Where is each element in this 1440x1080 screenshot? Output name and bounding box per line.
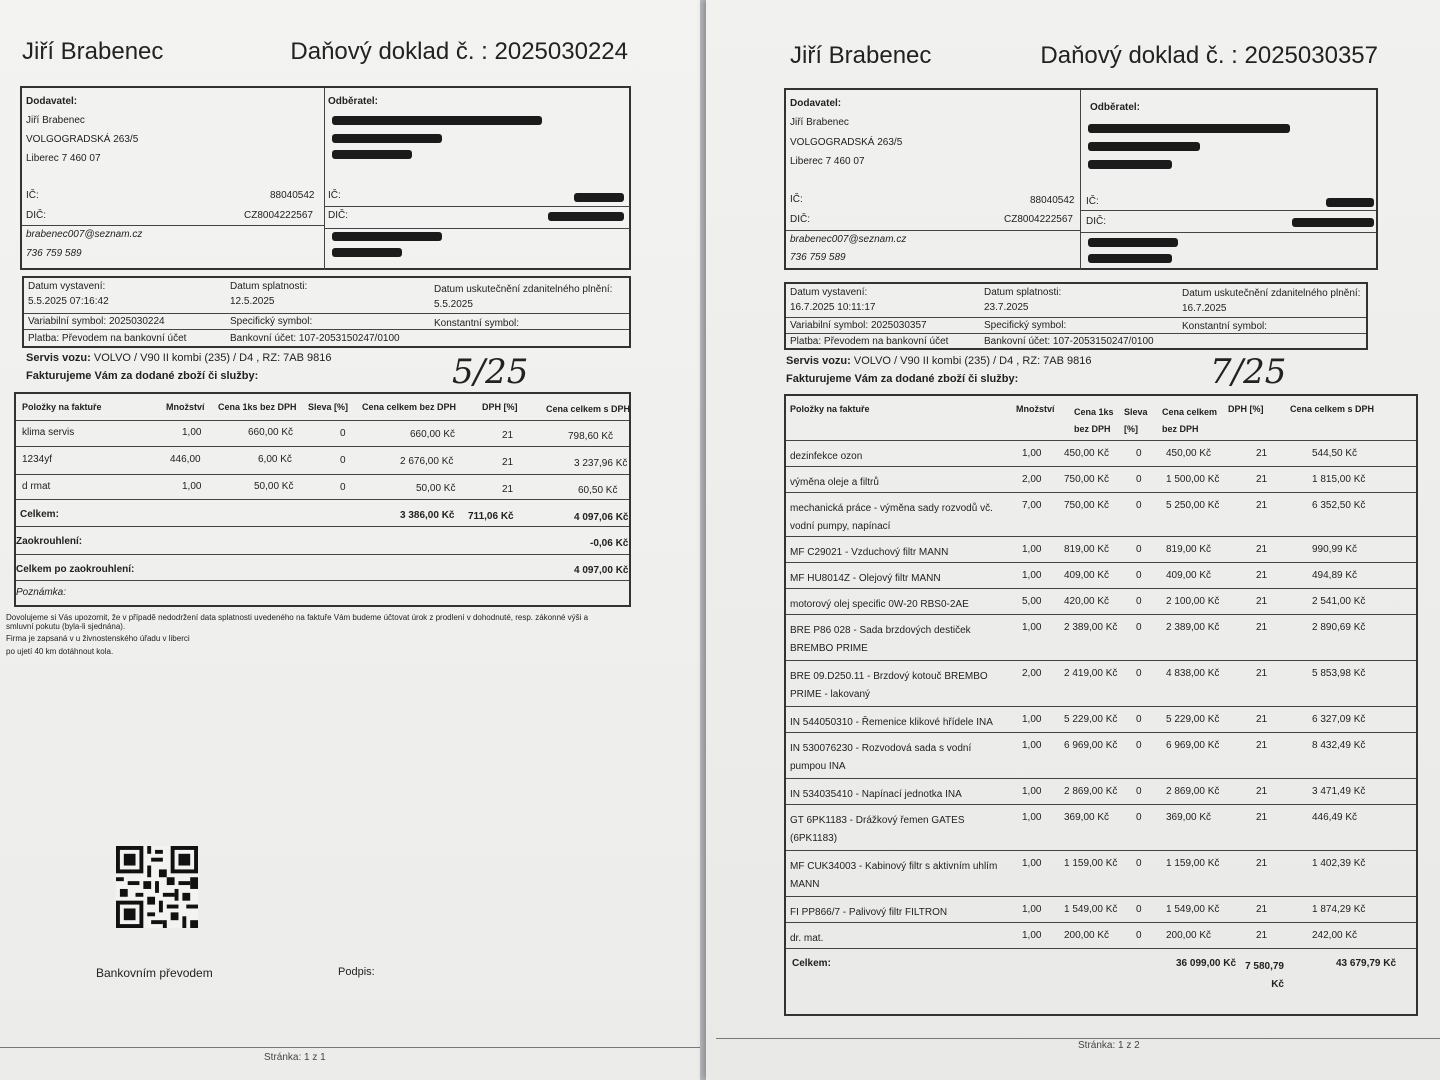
- item-vat: 21: [502, 457, 514, 468]
- item-qty: 7,00: [1022, 500, 1042, 511]
- item-vat: 21: [502, 484, 514, 495]
- item-qty: 2,00: [1022, 474, 1042, 485]
- item-net: 5 250,00 Kč: [1166, 500, 1220, 511]
- item-gross: 494,89 Kč: [1312, 570, 1358, 581]
- supplier-city: Liberec 7 460 07: [26, 153, 101, 164]
- dates-box: [22, 276, 631, 348]
- customer-ic-label: IČ:: [328, 190, 341, 201]
- item-unit-price: 200,00 Kč: [1064, 930, 1110, 941]
- item-name: dr. mat.: [790, 933, 824, 944]
- item-vat: 21: [1256, 622, 1268, 633]
- col-discount: Sleva [%]: [1124, 407, 1148, 434]
- item-qty: 1,00: [1022, 904, 1042, 915]
- item-qty: 1,00: [1022, 858, 1042, 869]
- item-gross: 1 815,00 Kč: [1312, 474, 1366, 485]
- parties-box: [784, 88, 1378, 270]
- payment-method: Platba: Převodem na bankovní účet: [790, 336, 949, 347]
- customer-dic-label: DIČ:: [328, 210, 348, 221]
- handwritten-note: 7/25: [1210, 352, 1287, 392]
- invoicing-line: Fakturujeme Vám za dodané zboží či služby:: [786, 373, 1019, 385]
- item-discount: 0: [1136, 740, 1142, 751]
- item-discount: 0: [1136, 904, 1142, 915]
- col-vat: DPH [%]: [482, 402, 518, 412]
- redaction-bar: [1088, 160, 1172, 169]
- item-qty: 1,00: [1022, 544, 1042, 555]
- item-discount: 0: [1136, 812, 1142, 823]
- signature-label: Podpis:: [338, 966, 375, 978]
- item-discount: 0: [1136, 930, 1142, 941]
- item-name: d rmat: [22, 481, 51, 492]
- item-net: 2 676,00 Kč: [400, 456, 454, 467]
- redaction-bar: [1088, 142, 1200, 151]
- redaction-bar: [1088, 254, 1172, 263]
- item-name: IN 534035410 - Napínací jednotka INA: [790, 789, 962, 800]
- invoice-page-left: [0, 0, 700, 1080]
- col-net: Cena celkem bez DPH: [1162, 407, 1218, 434]
- item-qty: 1,00: [1022, 448, 1042, 459]
- handwritten-note: 5/25: [452, 352, 529, 392]
- service-label: Servis vozu:: [26, 352, 91, 364]
- invoicing-line: Fakturujeme Vám za dodané zboží či služby:: [26, 370, 259, 382]
- variable-symbol: Variabilní symbol: 2025030357: [790, 320, 927, 331]
- total-vat: 7 580,79 Kč: [1245, 961, 1284, 990]
- disclaimer-1: Dovolujeme si Vás upozornit, že v případě nedodržení data splatnosti uvedeného na faktuře Vám budeme účtovat úrok z prodlení v dohodnuté, resp. zákonné výši a: [6, 613, 589, 622]
- item-unit-price: 750,00 Kč: [1064, 500, 1110, 511]
- item-gross: 5 853,98 Kč: [1312, 668, 1366, 679]
- item-vat: 21: [1256, 740, 1268, 751]
- total-vat: 711,06 Kč: [468, 511, 514, 522]
- item-vat: 21: [1256, 448, 1268, 459]
- item-vat: 21: [1256, 858, 1268, 869]
- item-unit-price: 450,00 Kč: [1064, 448, 1110, 459]
- item-gross: 3 471,49 Kč: [1312, 786, 1366, 797]
- taxable-label: Datum uskutečnění zdanitelného plnění:: [434, 284, 613, 295]
- invoice-page-right: [706, 0, 1440, 1080]
- item-unit-price: 2 869,00 Kč: [1064, 786, 1118, 797]
- item-net: 4 838,00 Kč: [1166, 668, 1220, 679]
- item-vat: 21: [1256, 930, 1268, 941]
- col-net: Cena celkem bez DPH: [362, 402, 457, 412]
- supplier-phone: 736 759 589: [790, 252, 846, 263]
- item-vat: 21: [1256, 786, 1268, 797]
- total-gross: 43 679,79 Kč: [1336, 958, 1397, 969]
- service-value: VOLVO / V90 II kombi (235) / D4 , RZ: 7AB 9816: [853, 355, 1092, 367]
- variable-symbol: Variabilní symbol: 2025030224: [28, 316, 165, 327]
- col-gross: Cena celkem s DPH: [1290, 404, 1375, 414]
- item-name: motorový olej specific 0W-20 RBS0-2AE: [790, 599, 969, 610]
- item-discount: 0: [1136, 786, 1142, 797]
- item-discount: 0: [1136, 544, 1142, 555]
- supplier-ic-label: IČ:: [790, 194, 803, 205]
- redaction-bar: [332, 248, 402, 257]
- item-net: 1 500,00 Kč: [1166, 474, 1220, 485]
- constant-symbol: Konstantní symbol:: [1182, 321, 1268, 332]
- supplier-street: VOLGOGRADSKÁ 263/5: [790, 137, 903, 148]
- item-unit-price: 6 969,00 Kč: [1064, 740, 1118, 751]
- redaction-bar: [1088, 238, 1178, 247]
- item-vat: 21: [1256, 570, 1268, 581]
- supplier-name: Jiří Brabenec: [790, 117, 849, 128]
- col-items: Položky na faktuře: [790, 404, 870, 414]
- item-gross: 6 327,09 Kč: [1312, 714, 1366, 725]
- specific-symbol: Specifický symbol:: [984, 320, 1067, 331]
- item-gross: 2 541,00 Kč: [1312, 596, 1366, 607]
- item-vat: 21: [1256, 904, 1268, 915]
- item-discount: 0: [340, 428, 346, 439]
- item-unit-price: 2 389,00 Kč: [1064, 622, 1118, 633]
- invoice-header: [790, 42, 1378, 70]
- supplier-ic: 88040542: [270, 190, 315, 201]
- item-net: 819,00 Kč: [1166, 544, 1212, 555]
- item-name: MF HU8014Z - Olejový filtr MANN: [790, 573, 941, 584]
- redaction-bar: [332, 232, 442, 241]
- supplier-label: Dodavatel:: [790, 98, 842, 109]
- item-unit-price: 409,00 Kč: [1064, 570, 1110, 581]
- item-gross: 798,60 Kč: [568, 431, 614, 442]
- disclaimer-4: po ujetí 40 km dotáhnout kola.: [6, 647, 114, 656]
- item-unit-price: 819,00 Kč: [1064, 544, 1110, 555]
- item-name: FI PP866/7 - Palivový filtr FILTRON: [790, 907, 948, 918]
- item-discount: 0: [1136, 474, 1142, 485]
- redaction-bar: [332, 134, 442, 143]
- item-name: IN 544050310 - Řemenice klikové hřídele INA: [790, 717, 993, 728]
- supplier-phone: 736 759 589: [26, 248, 82, 259]
- item-gross: 990,99 Kč: [1312, 544, 1358, 555]
- after-round-value: 4 097,00 Kč: [574, 565, 629, 576]
- item-discount: 0: [1136, 858, 1142, 869]
- col-gross: Cena celkem s DPH: [546, 404, 631, 414]
- issued-date: 16.7.2025 10:11:17: [790, 302, 876, 313]
- item-name: BRE P86 028 - Sada brzdových destiček BREMBO PRIME: [790, 625, 971, 654]
- redaction-bar: [574, 193, 624, 202]
- item-name: výměna oleje a filtrů: [790, 477, 879, 488]
- payment-qr-code: [116, 846, 198, 928]
- item-qty: 5,00: [1022, 596, 1042, 607]
- item-discount: 0: [1136, 448, 1142, 459]
- item-vat: 21: [502, 430, 514, 441]
- item-qty: 1,00: [1022, 570, 1042, 581]
- item-qty: 1,00: [1022, 740, 1042, 751]
- item-unit-price: 6,00 Kč: [258, 454, 292, 465]
- supplier-label: Dodavatel:: [26, 96, 78, 107]
- payment-method: Platba: Převodem na bankovní účet: [28, 333, 187, 344]
- item-name: klima servis: [22, 427, 75, 438]
- total-label: Celkem:: [20, 509, 59, 520]
- disclaimer-2: smluvní pokutu (byla-li sjednána).: [6, 622, 126, 631]
- document-number: Daňový doklad č. : 2025030357: [1040, 42, 1378, 69]
- item-name: GT 6PK1183 - Drážkový řemen GATES (6PK1183): [790, 815, 965, 844]
- supplier-dic-label: DIČ:: [790, 214, 810, 225]
- supplier-title: Jiří Brabenec: [790, 42, 932, 69]
- item-discount: 0: [340, 482, 346, 493]
- note-label: Poznámka:: [16, 587, 67, 598]
- item-unit-price: 750,00 Kč: [1064, 474, 1110, 485]
- customer-label: Odběratel:: [1090, 102, 1141, 113]
- redaction-bar: [548, 212, 624, 221]
- col-qty: Množství: [166, 402, 205, 412]
- item-net: 2 869,00 Kč: [1166, 786, 1220, 797]
- total-net: 3 386,00 Kč: [400, 510, 455, 521]
- item-gross: 3 237,96 Kč: [574, 458, 628, 469]
- item-net: 5 229,00 Kč: [1166, 714, 1220, 725]
- constant-symbol: Konstantní symbol:: [434, 318, 520, 329]
- redaction-bar: [1292, 218, 1374, 227]
- item-discount: 0: [1136, 668, 1142, 679]
- item-net: 660,00 Kč: [410, 429, 456, 440]
- item-name: MF CUK34003 - Kabinový filtr s aktivním uhlím MANN: [790, 861, 998, 890]
- item-vat: 21: [1256, 668, 1268, 679]
- item-discount: 0: [340, 455, 346, 466]
- bank-account: Bankovní účet: 107-2053150247/0100: [230, 333, 400, 344]
- page-number: Stránka: 1 z 1: [264, 1052, 326, 1063]
- rounding-value: -0,06 Kč: [590, 538, 629, 549]
- item-discount: 0: [1136, 714, 1142, 725]
- bank-transfer-label: Bankovním převodem: [96, 966, 213, 980]
- col-items: Položky na faktuře: [22, 402, 102, 412]
- dates-box: [784, 282, 1368, 350]
- item-vat: 21: [1256, 500, 1268, 511]
- invoice-header: [22, 38, 628, 66]
- item-qty: 1,00: [1022, 786, 1042, 797]
- item-gross: 242,00 Kč: [1312, 930, 1358, 941]
- supplier-dic-label: DIČ:: [26, 210, 46, 221]
- parties-box: [20, 86, 631, 270]
- item-net: 1 549,00 Kč: [1166, 904, 1220, 915]
- item-gross: 1 874,29 Kč: [1312, 904, 1366, 915]
- item-unit-price: 50,00 Kč: [254, 481, 294, 492]
- redaction-bar: [1326, 198, 1374, 207]
- total-gross: 4 097,06 Kč: [574, 512, 629, 523]
- item-net: 450,00 Kč: [1166, 448, 1212, 459]
- item-gross: 8 432,49 Kč: [1312, 740, 1366, 751]
- redaction-bar: [332, 116, 542, 125]
- item-gross: 2 890,69 Kč: [1312, 622, 1366, 633]
- supplier-name: Jiří Brabenec: [26, 115, 85, 126]
- item-unit-price: 2 419,00 Kč: [1064, 668, 1118, 679]
- item-vat: 21: [1256, 812, 1268, 823]
- col-unit-price: Cena 1ks bez DPH: [1074, 407, 1114, 434]
- item-net: 409,00 Kč: [1166, 570, 1212, 581]
- col-qty: Množství: [1016, 404, 1055, 414]
- item-net: 369,00 Kč: [1166, 812, 1212, 823]
- supplier-title: Jiří Brabenec: [22, 38, 164, 65]
- item-gross: 446,49 Kč: [1312, 812, 1358, 823]
- item-name: MF C29021 - Vzduchový filtr MANN: [790, 547, 949, 558]
- item-discount: 0: [1136, 622, 1142, 633]
- item-unit-price: 1 159,00 Kč: [1064, 858, 1118, 869]
- vehicle-service: [26, 352, 332, 364]
- supplier-email: brabenec007@seznam.cz: [26, 229, 143, 240]
- item-vat: 21: [1256, 474, 1268, 485]
- items-table: [784, 394, 1418, 1016]
- item-net: 50,00 Kč: [416, 483, 456, 494]
- item-name: 1234yf: [22, 454, 53, 465]
- rounding-label: Zaokrouhlení:: [16, 536, 83, 547]
- after-round-label: Celkem po zaokrouhlení:: [16, 564, 135, 575]
- item-vat: 21: [1256, 544, 1268, 555]
- item-gross: 1 402,39 Kč: [1312, 858, 1366, 869]
- item-vat: 21: [1256, 596, 1268, 607]
- item-net: 200,00 Kč: [1166, 930, 1212, 941]
- item-unit-price: 660,00 Kč: [248, 427, 294, 438]
- due-label: Datum splatnosti:: [984, 287, 1062, 298]
- bank-account: Bankovní účet: 107-2053150247/0100: [984, 336, 1154, 347]
- supplier-street: VOLGOGRADSKÁ 263/5: [26, 134, 139, 145]
- total-label: Celkem:: [792, 958, 831, 969]
- item-qty: 2,00: [1022, 668, 1042, 679]
- service-value: VOLVO / V90 II kombi (235) / D4 , RZ: 7AB 9816: [93, 352, 332, 364]
- redaction-bar: [332, 150, 412, 159]
- item-discount: 0: [1136, 596, 1142, 607]
- supplier-ic-label: IČ:: [26, 190, 39, 201]
- col-unit-price: Cena 1ks bez DPH: [218, 402, 297, 412]
- total-net: 36 099,00 Kč: [1176, 958, 1237, 969]
- supplier-ic: 88040542: [1030, 195, 1075, 206]
- disclaimer-3: Firma je zapsaná v u živnostenského úřadu v liberci: [6, 634, 190, 643]
- due-date: 23.7.2025: [984, 302, 1029, 313]
- item-name: IN 530076230 - Rozvodová sada s vodní pumpou INA: [790, 743, 972, 772]
- col-discount: Sleva [%]: [308, 402, 349, 412]
- issued-date: 5.5.2025 07:16:42: [28, 296, 109, 307]
- item-gross: 6 352,50 Kč: [1312, 500, 1366, 511]
- item-name: BRE 09.D250.11 - Brzdový kotouč BREMBO PRIME - lakovaný: [790, 671, 988, 700]
- page-number: Stránka: 1 z 2: [1078, 1040, 1140, 1051]
- item-qty: 1,00: [1022, 930, 1042, 941]
- item-gross: 544,50 Kč: [1312, 448, 1358, 459]
- item-unit-price: 1 549,00 Kč: [1064, 904, 1118, 915]
- taxable-label: Datum uskutečnění zdanitelného plnění:: [1182, 288, 1361, 299]
- document-number: Daňový doklad č. : 2025030224: [290, 38, 628, 65]
- item-unit-price: 420,00 Kč: [1064, 596, 1110, 607]
- taxable-date: 16.7.2025: [1182, 303, 1227, 314]
- supplier-dic: CZ8004222567: [1004, 214, 1073, 225]
- supplier-city: Liberec 7 460 07: [790, 156, 865, 167]
- items-table: [14, 392, 631, 607]
- issued-label: Datum vystavení:: [28, 281, 106, 292]
- customer-dic-label: DIČ:: [1086, 216, 1106, 227]
- supplier-dic: CZ8004222567: [244, 210, 313, 221]
- item-qty: 1,00: [182, 427, 202, 438]
- supplier-email: brabenec007@seznam.cz: [790, 234, 907, 245]
- specific-symbol: Specifický symbol:: [230, 316, 313, 327]
- item-qty: 1,00: [182, 481, 202, 492]
- item-net: 1 159,00 Kč: [1166, 858, 1220, 869]
- vehicle-service: [786, 355, 1092, 367]
- item-name: mechanická práce - výměna sady rozvodů vč. vodní pumpy, napínací: [790, 503, 993, 532]
- item-unit-price: 369,00 Kč: [1064, 812, 1110, 823]
- item-net: 6 969,00 Kč: [1166, 740, 1220, 751]
- due-date: 12.5.2025: [230, 296, 275, 307]
- item-net: 2 389,00 Kč: [1166, 622, 1220, 633]
- item-net: 2 100,00 Kč: [1166, 596, 1220, 607]
- item-qty: 1,00: [1022, 812, 1042, 823]
- item-unit-price: 5 229,00 Kč: [1064, 714, 1118, 725]
- item-qty: 1,00: [1022, 714, 1042, 725]
- service-label: Servis vozu:: [786, 355, 851, 367]
- item-discount: 0: [1136, 500, 1142, 511]
- item-vat: 21: [1256, 714, 1268, 725]
- due-label: Datum splatnosti:: [230, 281, 308, 292]
- item-name: dezinfekce ozon: [790, 451, 863, 462]
- item-discount: 0: [1136, 570, 1142, 581]
- item-qty: 1,00: [1022, 622, 1042, 633]
- item-qty: 446,00: [170, 454, 201, 465]
- customer-ic-label: IČ:: [1086, 196, 1099, 207]
- col-vat: DPH [%]: [1228, 404, 1264, 414]
- customer-label: Odběratel:: [328, 96, 379, 107]
- taxable-date: 5.5.2025: [434, 299, 473, 310]
- issued-label: Datum vystavení:: [790, 287, 868, 298]
- redaction-bar: [1088, 124, 1290, 133]
- item-gross: 60,50 Kč: [578, 485, 618, 496]
